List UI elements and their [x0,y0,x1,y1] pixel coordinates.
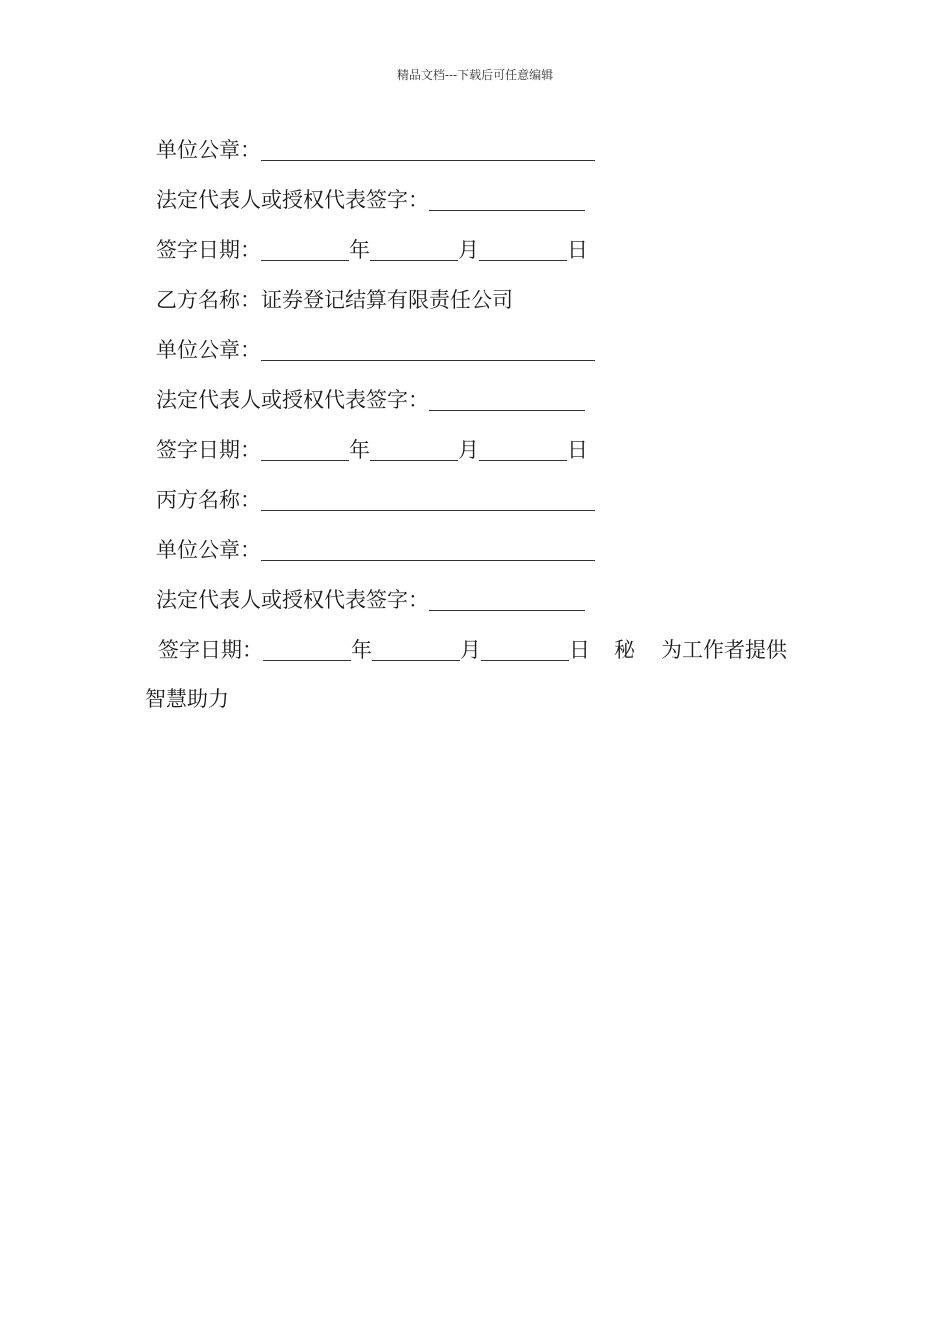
day-blank[interactable] [481,638,569,661]
footer-text: 智慧助力 [145,687,229,711]
trailing-text-2: 为工作者提供 [661,638,787,662]
month-blank[interactable] [370,238,458,261]
day-blank[interactable] [479,438,567,461]
signature-blank[interactable] [429,388,585,411]
year-blank[interactable] [261,438,349,461]
footer-line [145,685,229,713]
year-blank[interactable] [261,238,349,261]
day-label: 日 [567,438,588,462]
party-c-name-line [156,486,595,514]
seal-blank[interactable] [261,138,595,161]
day-label: 日 [569,638,590,662]
date-line-party-b [156,436,588,464]
date-label: 签字日期： [158,638,263,662]
seal-blank[interactable] [261,338,595,361]
signature-line-party-a [156,186,585,214]
seal-label: 单位公章： [156,138,261,162]
year-label: 年 [349,238,370,262]
signature-label: 法定代表人或授权代表签字： [156,588,429,612]
seal-label: 单位公章： [156,338,261,362]
date-line-party-c [158,636,787,664]
seal-line-party-a [156,136,595,164]
month-blank[interactable] [370,438,458,461]
signature-label: 法定代表人或授权代表签字： [156,388,429,412]
day-label: 日 [567,238,588,262]
party-b-name: 乙方名称：证券登记结算有限责任公司 [156,288,513,312]
party-b-name-line [156,286,513,314]
month-label: 月 [458,438,479,462]
seal-line-party-c [156,536,595,564]
year-blank[interactable] [263,638,351,661]
trailing-text-1: 秘 [614,638,635,662]
date-label: 签字日期： [156,438,261,462]
year-label: 年 [349,438,370,462]
month-label: 月 [460,638,481,662]
date-label: 签字日期： [156,238,261,262]
seal-line-party-b [156,336,595,364]
month-label: 月 [458,238,479,262]
party-c-name-blank[interactable] [261,488,595,511]
signature-line-party-c [156,586,585,614]
signature-blank[interactable] [429,188,585,211]
signature-line-party-b [156,386,585,414]
month-blank[interactable] [372,638,460,661]
day-blank[interactable] [479,238,567,261]
year-label: 年 [351,638,372,662]
party-c-name-label: 丙方名称： [156,488,261,512]
signature-blank[interactable] [429,588,585,611]
seal-label: 单位公章： [156,538,261,562]
signature-label: 法定代表人或授权代表签字： [156,188,429,212]
seal-blank[interactable] [261,538,595,561]
page-header: 精品文档---下载后可任意编辑 [396,68,554,82]
date-line-party-a [156,236,588,264]
